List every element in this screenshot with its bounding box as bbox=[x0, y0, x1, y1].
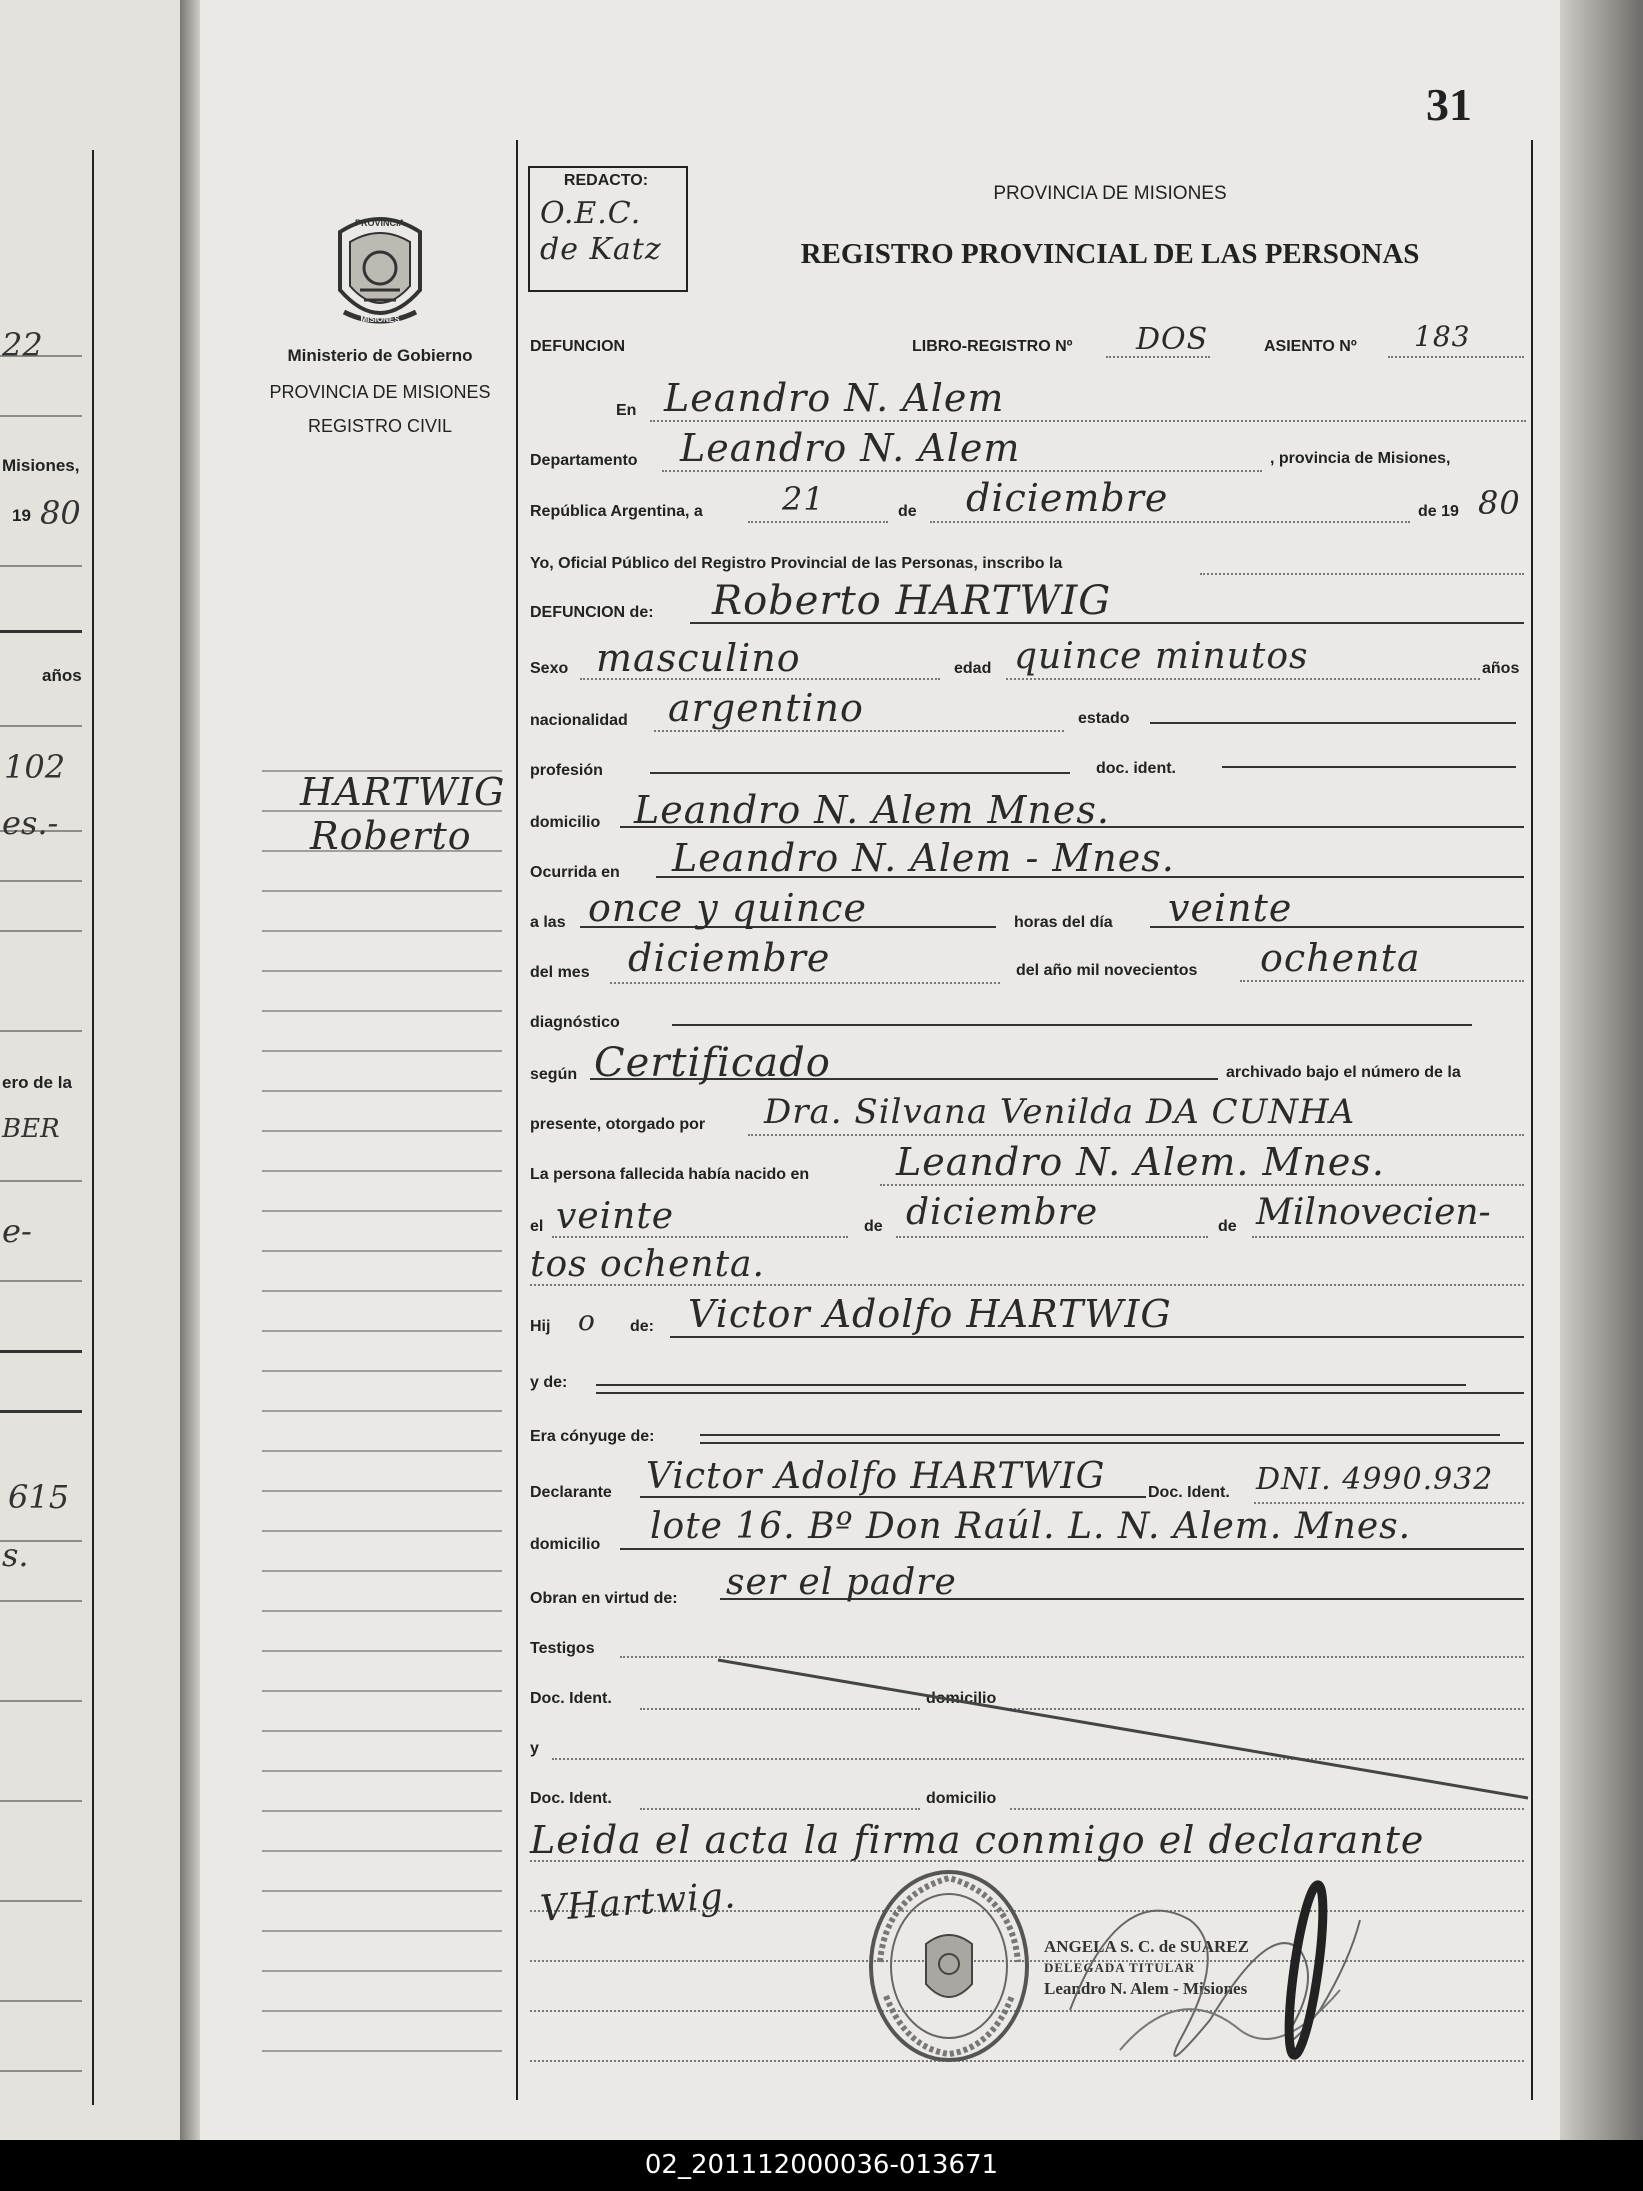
doc-ident-label: doc. ident. bbox=[1096, 760, 1176, 777]
doc-ident2-value: DNI. 4990.932 bbox=[1256, 1462, 1494, 1497]
anio-line bbox=[1240, 980, 1524, 982]
stamp-name: ANGELA S. C. de SUAREZ bbox=[1044, 1937, 1249, 1956]
left-line bbox=[0, 930, 82, 932]
note-line bbox=[262, 1370, 502, 1372]
domicilio2-line bbox=[620, 1548, 1524, 1550]
de3-label: de bbox=[1218, 1218, 1237, 1235]
note-line bbox=[262, 1290, 502, 1292]
en-label: En bbox=[616, 402, 637, 419]
note-line bbox=[262, 1730, 502, 1732]
month-line bbox=[930, 521, 1410, 523]
estado-line bbox=[1150, 722, 1516, 724]
ocurrida-label: Ocurrida en bbox=[530, 864, 620, 881]
margin-note bbox=[300, 770, 505, 858]
margin-rule bbox=[516, 140, 518, 2100]
left-fragment: es.- bbox=[2, 804, 59, 842]
hij-suffix: o bbox=[578, 1304, 596, 1337]
conyuge-line-1 bbox=[700, 1434, 1500, 1436]
presente-value: Dra. Silvana Venilda DA CUNHA bbox=[764, 1092, 1356, 1132]
presente-label: presente, otorgado por bbox=[530, 1116, 706, 1133]
left-fragment: ero de la bbox=[2, 1073, 72, 1092]
nacionalidad-label: nacionalidad bbox=[530, 712, 628, 729]
left-fragment: 22 bbox=[2, 326, 43, 364]
obran-label: Obran en virtud de: bbox=[530, 1590, 678, 1607]
left-fragment: 19 bbox=[12, 506, 31, 525]
emblem-text-top: PROVINCIA bbox=[354, 218, 406, 228]
de2-value: diciembre bbox=[906, 1192, 1099, 1233]
left-fragment: 102 bbox=[4, 748, 66, 786]
note-line bbox=[262, 1770, 502, 1772]
yo-label: Yo, Oficial Público del Registro Provincial de las Personas, inscribo la bbox=[530, 555, 1063, 572]
left-fragment: 80 bbox=[40, 494, 81, 532]
left-line bbox=[0, 1030, 82, 1032]
y-de-label: y de: bbox=[530, 1374, 568, 1391]
nacionalidad-value: argentino bbox=[668, 686, 864, 730]
edad-label: edad bbox=[954, 660, 992, 677]
note-line bbox=[262, 1930, 502, 1932]
presente-line bbox=[748, 1134, 1524, 1136]
note-line bbox=[262, 930, 502, 932]
note-line bbox=[262, 2010, 502, 2012]
diagnostico-line bbox=[672, 1024, 1472, 1026]
stamp-place: Leandro N. Alem - Misiones bbox=[1044, 1979, 1248, 1998]
left-line bbox=[0, 2000, 82, 2002]
a-las-value: once y quince bbox=[588, 886, 867, 930]
left-line bbox=[0, 1600, 82, 1602]
margin-note-surname: HARTWIG bbox=[300, 770, 506, 814]
left-line bbox=[0, 1180, 82, 1182]
departamento-line bbox=[662, 470, 1262, 472]
a-las-label: a las bbox=[530, 914, 566, 931]
left-fragment: BER bbox=[2, 1114, 60, 1144]
testigos-label: Testigos bbox=[530, 1640, 595, 1657]
note-line bbox=[262, 1970, 502, 1972]
padre-line bbox=[670, 1336, 1524, 1338]
del-mes-line bbox=[610, 982, 1000, 984]
note-line bbox=[262, 1650, 502, 1652]
ocurrida-value: Leandro N. Alem - Mnes. bbox=[672, 836, 1175, 880]
provincial-emblem-icon bbox=[328, 212, 432, 336]
note-line bbox=[262, 1330, 502, 1332]
official-seal-icon bbox=[866, 1866, 1032, 2066]
note-line bbox=[262, 1010, 502, 1012]
note-line bbox=[262, 1810, 502, 1812]
note-line bbox=[262, 1450, 502, 1452]
day-value: 21 bbox=[782, 480, 825, 518]
ministry-province: PROVINCIA DE MISIONES bbox=[269, 382, 491, 402]
de-label: de bbox=[898, 503, 917, 520]
note-line bbox=[262, 1130, 502, 1132]
month-value: diciembre bbox=[966, 476, 1169, 520]
page-number: 31 bbox=[1426, 79, 1472, 130]
redacto-label: REDACTO: bbox=[563, 172, 649, 189]
doc-ident-line bbox=[1222, 766, 1516, 768]
note-line bbox=[262, 1850, 502, 1852]
left-line bbox=[0, 880, 82, 882]
note-line bbox=[262, 1210, 502, 1212]
horas-label: horas del día bbox=[1014, 914, 1113, 931]
el-label: el bbox=[530, 1218, 544, 1235]
left-line bbox=[0, 1900, 82, 1902]
sexo-label: Sexo bbox=[530, 660, 569, 677]
domicilio2-label: domicilio bbox=[530, 1536, 601, 1553]
note-line bbox=[262, 2050, 502, 2052]
defuncion-de-value: Roberto HARTWIG bbox=[712, 578, 1112, 624]
day-line bbox=[748, 521, 888, 523]
defuncion-de-label: DEFUNCION de: bbox=[530, 604, 654, 621]
y-de-line-2 bbox=[596, 1392, 1524, 1394]
left-line bbox=[0, 565, 82, 567]
official-signature bbox=[1060, 1860, 1390, 2090]
doc-ident2-line bbox=[1254, 1502, 1524, 1504]
year-prefix: de 19 bbox=[1418, 503, 1459, 520]
left-line bbox=[0, 1410, 82, 1413]
left-fragment: 615 bbox=[8, 1478, 70, 1516]
left-line bbox=[0, 1280, 82, 1282]
anio-label: del año mil novecientos bbox=[1016, 962, 1198, 979]
profesion-line bbox=[650, 772, 1070, 774]
y-de-line-1 bbox=[596, 1384, 1466, 1386]
tos-value: tos ochenta. bbox=[530, 1244, 765, 1285]
domicilio-label: domicilio bbox=[530, 814, 601, 831]
note-line bbox=[262, 1610, 502, 1612]
republica-label: República Argentina, a bbox=[530, 503, 703, 520]
declarante-label: Declarante bbox=[530, 1484, 612, 1501]
ministry-name: Ministerio de Gobierno bbox=[287, 346, 473, 365]
y-label: y bbox=[530, 1740, 539, 1757]
emblem-text-bottom: MISIONES bbox=[360, 315, 400, 324]
asiento-line bbox=[1388, 356, 1524, 358]
image-caption: 02_201112000036-013671 bbox=[0, 2140, 1643, 2191]
domicilio-value: Leandro N. Alem Mnes. bbox=[634, 788, 1110, 832]
left-page-rule bbox=[92, 150, 94, 2105]
nacido-line bbox=[880, 1184, 1524, 1186]
left-line bbox=[0, 2070, 82, 2072]
left-line bbox=[0, 1350, 82, 1353]
declarant-signature: VHartwig. bbox=[538, 1875, 738, 1930]
left-line bbox=[0, 1800, 82, 1802]
year-value: 80 bbox=[1478, 484, 1521, 522]
asiento-label: ASIENTO Nº bbox=[1264, 338, 1357, 355]
de4-label: de: bbox=[630, 1318, 654, 1335]
sexo-value: masculino bbox=[596, 636, 801, 680]
anio-value: ochenta bbox=[1260, 936, 1421, 980]
diagnostico-label: diagnóstico bbox=[530, 1014, 620, 1031]
defuncion-label: DEFUNCION bbox=[530, 338, 626, 355]
note-line bbox=[262, 970, 502, 972]
note-line bbox=[262, 1170, 502, 1172]
note-line bbox=[262, 1410, 502, 1412]
de3-line bbox=[1252, 1236, 1524, 1238]
note-line bbox=[262, 1890, 502, 1892]
nacionalidad-line bbox=[654, 730, 1064, 732]
stamp-title: DELEGADA TITULAR bbox=[1044, 1960, 1196, 1975]
edad-line bbox=[1006, 678, 1480, 680]
provincia-label: , provincia de Misiones, bbox=[1270, 450, 1451, 467]
el-value: veinte bbox=[556, 1196, 675, 1237]
domicilio3-label: domicilio bbox=[926, 1690, 997, 1707]
left-fragment: e- bbox=[2, 1212, 32, 1250]
conyuge-line-2 bbox=[700, 1442, 1524, 1444]
de2-line bbox=[896, 1236, 1208, 1238]
domicilio2-value: lote 16. Bº Don Raúl. L. N. Alem. Mnes. bbox=[650, 1506, 1412, 1547]
archivado-label: archivado bajo el número de la bbox=[1226, 1064, 1461, 1081]
asiento-value: 183 bbox=[1414, 320, 1471, 353]
note-line bbox=[262, 1490, 502, 1492]
declarante-value: Victor Adolfo HARTWIG bbox=[646, 1456, 1106, 1497]
nacido-value: Leandro N. Alem. Mnes. bbox=[896, 1140, 1386, 1184]
left-page bbox=[0, 0, 180, 2140]
segun-label: según bbox=[530, 1066, 578, 1083]
departamento-label: Departamento bbox=[530, 452, 638, 469]
en-value: Leandro N. Alem bbox=[664, 376, 1005, 420]
en-line bbox=[650, 420, 1526, 422]
note-line bbox=[262, 1250, 502, 1252]
note-line bbox=[262, 1570, 502, 1572]
left-fragment: años bbox=[42, 666, 82, 685]
left-line bbox=[0, 630, 82, 633]
anos-label: años bbox=[1482, 660, 1520, 677]
page-edge bbox=[1560, 0, 1643, 2140]
right-rule bbox=[1531, 140, 1533, 2100]
left-line bbox=[0, 415, 82, 417]
obran-value: ser el padre bbox=[726, 1562, 957, 1603]
conyuge-label: Era cónyuge de: bbox=[530, 1428, 655, 1445]
yo-line bbox=[1200, 573, 1524, 575]
hij-label: Hij bbox=[530, 1318, 551, 1335]
ministry-registry: REGISTRO CIVIL bbox=[307, 416, 453, 436]
libro-value: DOS bbox=[1136, 322, 1209, 357]
padre-value: Victor Adolfo HARTWIG bbox=[688, 1292, 1172, 1336]
de2-label: de bbox=[864, 1218, 883, 1235]
de3-value: Milnovecien- bbox=[1256, 1192, 1491, 1233]
doc-ident3-label: Doc. Ident. bbox=[530, 1690, 612, 1707]
horas-value: veinte bbox=[1168, 886, 1293, 930]
segun-value: Certificado bbox=[594, 1040, 831, 1086]
closing-text: Leida el acta la firma conmigo el declarante bbox=[530, 1818, 1425, 1862]
edad-value: quince minutos bbox=[1014, 636, 1309, 677]
estado-label: estado bbox=[1078, 710, 1130, 727]
strike-line bbox=[700, 1640, 1530, 1820]
del-mes-label: del mes bbox=[530, 964, 590, 981]
libro-label: LIBRO-REGISTRO Nº bbox=[912, 338, 1073, 355]
left-line bbox=[0, 725, 82, 727]
registry-title: REGISTRO PROVINCIAL DE LAS PERSONAS bbox=[800, 238, 1420, 270]
nacido-label: La persona fallecida había nacido en bbox=[530, 1166, 810, 1183]
margin-note-given: Roberto bbox=[310, 814, 472, 858]
book-spine bbox=[180, 0, 200, 2140]
departamento-value: Leandro N. Alem bbox=[680, 426, 1021, 470]
left-fragment: Misiones, bbox=[2, 456, 80, 475]
left-line bbox=[0, 1700, 82, 1702]
redacto-handwritten: O.E.C. de Katz bbox=[540, 196, 662, 267]
note-line bbox=[262, 1530, 502, 1532]
note-line bbox=[262, 1090, 502, 1092]
profesion-label: profesión bbox=[530, 762, 603, 779]
doc-ident4-label: Doc. Ident. bbox=[530, 1790, 612, 1807]
note-line bbox=[262, 890, 502, 892]
domicilio4-label: domicilio bbox=[926, 1790, 997, 1807]
province-header: PROVINCIA DE MISIONES bbox=[993, 183, 1227, 204]
note-line bbox=[262, 1050, 502, 1052]
del-mes-value: diciembre bbox=[628, 936, 831, 980]
left-fragment: s. bbox=[2, 1536, 29, 1574]
doc-ident2-label: Doc. Ident. bbox=[1148, 1484, 1230, 1501]
note-line bbox=[262, 1690, 502, 1692]
